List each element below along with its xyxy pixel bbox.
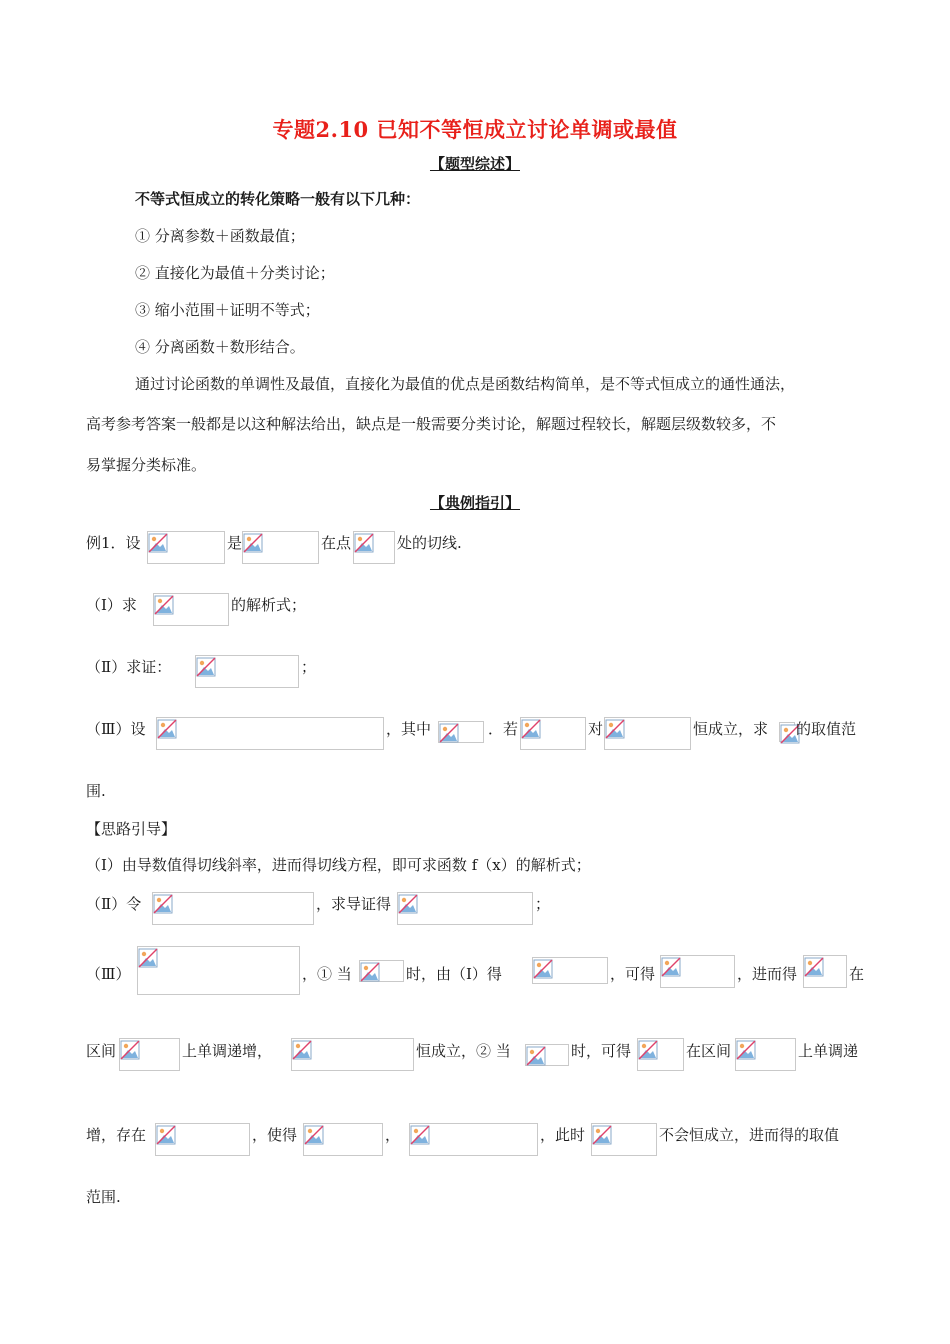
guide-text: （Ⅲ） bbox=[86, 965, 131, 983]
formula-image bbox=[409, 1123, 538, 1156]
formula-image bbox=[637, 1038, 684, 1071]
strategy-item: ② 直接化为最值＋分类讨论； bbox=[135, 264, 335, 282]
formula-image bbox=[591, 1123, 657, 1156]
formula-image bbox=[155, 1123, 250, 1156]
guide-text: ，求导证得 bbox=[316, 895, 392, 913]
formula-image bbox=[604, 717, 691, 750]
guide-text: 增，存在 bbox=[86, 1126, 147, 1144]
guide-text: 在区间 bbox=[686, 1042, 732, 1060]
question-text: 对 bbox=[588, 720, 604, 738]
strategy-item: ③ 缩小范围＋证明不等式； bbox=[135, 301, 320, 319]
formula-image bbox=[779, 722, 795, 742]
guide-text: 恒成立，② 当 bbox=[416, 1042, 511, 1060]
example-text: 例1．设 bbox=[86, 534, 141, 552]
overview-paragraph-line: 易掌握分类标准。 bbox=[86, 456, 207, 474]
question-text: 的取值范 bbox=[796, 720, 857, 738]
guide-text: ，① 当 bbox=[302, 965, 352, 983]
strategy-item: ① 分离参数＋函数最值； bbox=[135, 227, 305, 245]
formula-image bbox=[291, 1038, 414, 1071]
formula-image bbox=[195, 655, 299, 688]
formula-image bbox=[303, 1123, 383, 1156]
overview-heading-text: 【题型综述】 bbox=[429, 155, 520, 173]
formula-image bbox=[359, 960, 404, 982]
guide-text: 时，可得 bbox=[571, 1042, 632, 1060]
formula-image bbox=[119, 1038, 180, 1071]
question-text: （Ⅱ）求证： bbox=[86, 658, 172, 676]
formula-image bbox=[438, 721, 484, 743]
question-text: ．若 bbox=[488, 720, 519, 738]
formula-image bbox=[532, 957, 608, 984]
guide-text: 时，由（Ⅰ）得 bbox=[406, 965, 502, 983]
guide-text: 上单调递增， bbox=[182, 1042, 273, 1060]
formula-image bbox=[520, 717, 586, 750]
example-text: 处的切线. bbox=[397, 534, 462, 552]
section-heading-overview bbox=[0, 153, 950, 174]
question-text: 围. bbox=[86, 782, 106, 800]
guide-text: （Ⅱ）令 bbox=[86, 895, 142, 913]
example-heading-text: 【典例指引】 bbox=[429, 494, 520, 512]
formula-image bbox=[152, 892, 314, 925]
guide-text: ，进而得 bbox=[737, 965, 798, 983]
formula-image bbox=[803, 955, 847, 988]
formula-image bbox=[735, 1038, 796, 1071]
formula-image bbox=[660, 955, 735, 988]
example-text: 是 bbox=[227, 534, 243, 552]
formula-image bbox=[137, 946, 300, 995]
guide-text: ； bbox=[535, 895, 551, 913]
overview-paragraph-line: 通过讨论函数的单调性及最值，直接化为最值的优点是函数结构简单，是不等式恒成立的通性通法， bbox=[135, 375, 796, 393]
formula-image bbox=[525, 1044, 569, 1066]
guide-text: ，使得 bbox=[252, 1126, 298, 1144]
question-text: 恒成立，求 bbox=[693, 720, 769, 738]
guide-text: ，此时 bbox=[540, 1126, 586, 1144]
question-text: （Ⅲ）设 bbox=[86, 720, 146, 738]
overview-intro: 不等式恒成立的转化策略一般有以下几种： bbox=[135, 190, 421, 208]
guide-text: 上单调递 bbox=[798, 1042, 859, 1060]
formula-image bbox=[147, 531, 225, 564]
guide-text: 不会恒成立，进而得的取值 bbox=[659, 1126, 840, 1144]
guide-text: 区间 bbox=[86, 1042, 117, 1060]
formula-image bbox=[156, 717, 384, 750]
overview-paragraph-line: 高考参考答案一般都是以这种解法给出，缺点是一般需要分类讨论，解题过程较长，解题层级数较多，不 bbox=[86, 415, 777, 433]
formula-image bbox=[397, 892, 533, 925]
section-heading-example bbox=[0, 492, 950, 513]
formula-image bbox=[353, 531, 395, 564]
formula-image bbox=[153, 593, 229, 626]
guide-line: （Ⅰ）由导数值得切线斜率，进而得切线方程，即可求函数 f（x）的解析式； bbox=[86, 856, 591, 874]
page-title: 专题2.10 已知不等恒成立讨论单调或最值 bbox=[272, 117, 678, 142]
strategy-item: ④ 分离函数＋数形结合。 bbox=[135, 338, 305, 356]
guide-text: ， bbox=[385, 1126, 401, 1144]
guide-text: 范围. bbox=[86, 1188, 121, 1206]
guide-text: ，可得 bbox=[610, 965, 656, 983]
example-text: 在点 bbox=[321, 534, 352, 552]
question-text: 的解析式； bbox=[231, 596, 307, 614]
guide-heading: 【思路引导】 bbox=[86, 820, 177, 838]
question-text: ，其中 bbox=[386, 720, 432, 738]
formula-image bbox=[242, 531, 319, 564]
question-text: ； bbox=[301, 658, 317, 676]
guide-text: 在 bbox=[849, 965, 865, 983]
question-text: （Ⅰ）求 bbox=[86, 596, 137, 614]
